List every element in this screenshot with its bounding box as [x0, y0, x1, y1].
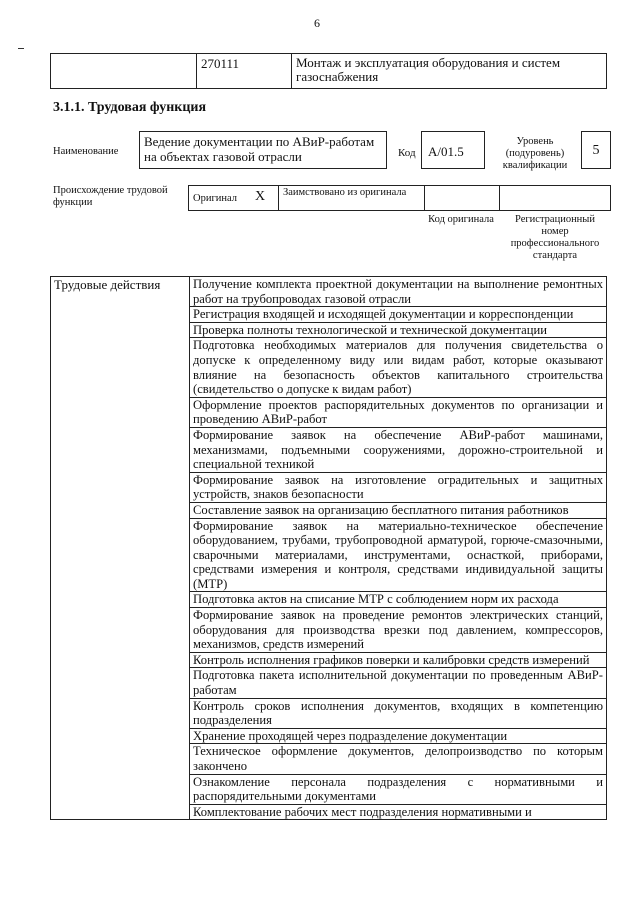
action-item: Комплектование рабочих мест подразделения нормативными и	[190, 804, 607, 820]
top-row-code-cell	[197, 54, 292, 88]
table-row	[51, 277, 607, 307]
level-value: 5	[581, 131, 611, 169]
origin-table	[188, 185, 611, 211]
reg-number-label: Регистрационный номер профессионального стандарта	[510, 214, 600, 261]
function-code: А/01.5	[421, 131, 485, 169]
level-label: Уровень (подуровень) квалификации	[502, 136, 568, 171]
action-item: Составление заявок на организацию бесплатного питания работников	[190, 502, 607, 518]
action-item: Формирование заявок на обеспечение АВиР-работ машинами, механизмами, подъемными сооружениями, дорожно-строительной и специальной техникой	[190, 427, 607, 472]
action-item: Ознакомление персонала подразделения с нормативными и распорядительными документами	[190, 774, 607, 804]
original-label: Оригинал	[193, 193, 237, 204]
actions-table	[50, 276, 607, 820]
top-row-title: Монтаж и эксплуатация оборудования и систем газоснабжения	[296, 55, 561, 84]
action-item: Контроль сроков исполнения документов, входящих в компетенцию подразделения	[190, 698, 607, 728]
origin-label: Происхождение трудовой функции	[53, 185, 168, 208]
margin-mark	[18, 48, 24, 49]
action-item: Формирование заявок на материально-техническое обеспечение оборудованием, трубами, трубопроводной арматурой, горюче-смазочными, сварочными материалами, инструментами, оснасткой, приборами, средствами измерения и контроля, средствами индивидуальной защиты (МТР)	[190, 518, 607, 592]
action-item: Контроль исполнения графиков поверки и калибровки средств измерений	[190, 652, 607, 668]
page-number: 6	[314, 16, 320, 30]
top-row-table	[50, 53, 607, 89]
reg-number-cell	[500, 186, 610, 210]
action-item: Хранение проходящей через подразделение документации	[190, 728, 607, 744]
action-item: Техническое оформление документов, делопроизводство по которым закончено	[190, 744, 607, 774]
top-row-empty-cell	[51, 54, 197, 88]
action-item: Подготовка необходимых материалов для получения свидетельства о допуске к определенному виду или видам работ, которые оказывают влияние на безопасность объектов капитального строительства (свидетельство о допуске к видам работ)	[190, 338, 607, 397]
action-item: Подготовка пакета исполнительной документации по проведенным АВиР-работам	[190, 668, 607, 698]
action-item: Подготовка актов на списание МТР с соблюдением норм их расхода	[190, 592, 607, 608]
name-label: Наименование	[53, 146, 119, 157]
original-mark: X	[251, 186, 279, 210]
top-row-code: 270111	[201, 56, 240, 71]
section-title: 3.1.1. Трудовая функция	[53, 100, 207, 115]
action-item: Формирование заявок на изготовление оградительных и защитных устройств, знаков безопасности	[190, 472, 607, 502]
action-item: Регистрация входящей и исходящей документации и корреспонденции	[190, 307, 607, 323]
actions-header: Трудовые действия	[51, 277, 190, 820]
action-item: Оформление проектов распорядительных документов по организации и проведению АВиР-работ	[190, 397, 607, 427]
action-item: Формирование заявок на проведение ремонтов электрических станций, оборудования для производства врезки под давлением, компрессоров, механизмов, средств измерений	[190, 608, 607, 653]
action-item: Получение комплекта проектной документации на выполнение ремонтных работ на трубопроводах газовой отрасли	[190, 277, 607, 307]
code-label: Код	[398, 147, 416, 159]
code-original-label: Код оригинала	[428, 214, 494, 225]
function-name: Ведение документации по АВиР-работам на объектах газовой отрасли	[139, 131, 387, 169]
borrowed-label: Заимствовано из оригинала	[279, 186, 425, 210]
action-item: Проверка полноты технологической и технической документации	[190, 322, 607, 338]
code-original-cell	[425, 186, 500, 210]
